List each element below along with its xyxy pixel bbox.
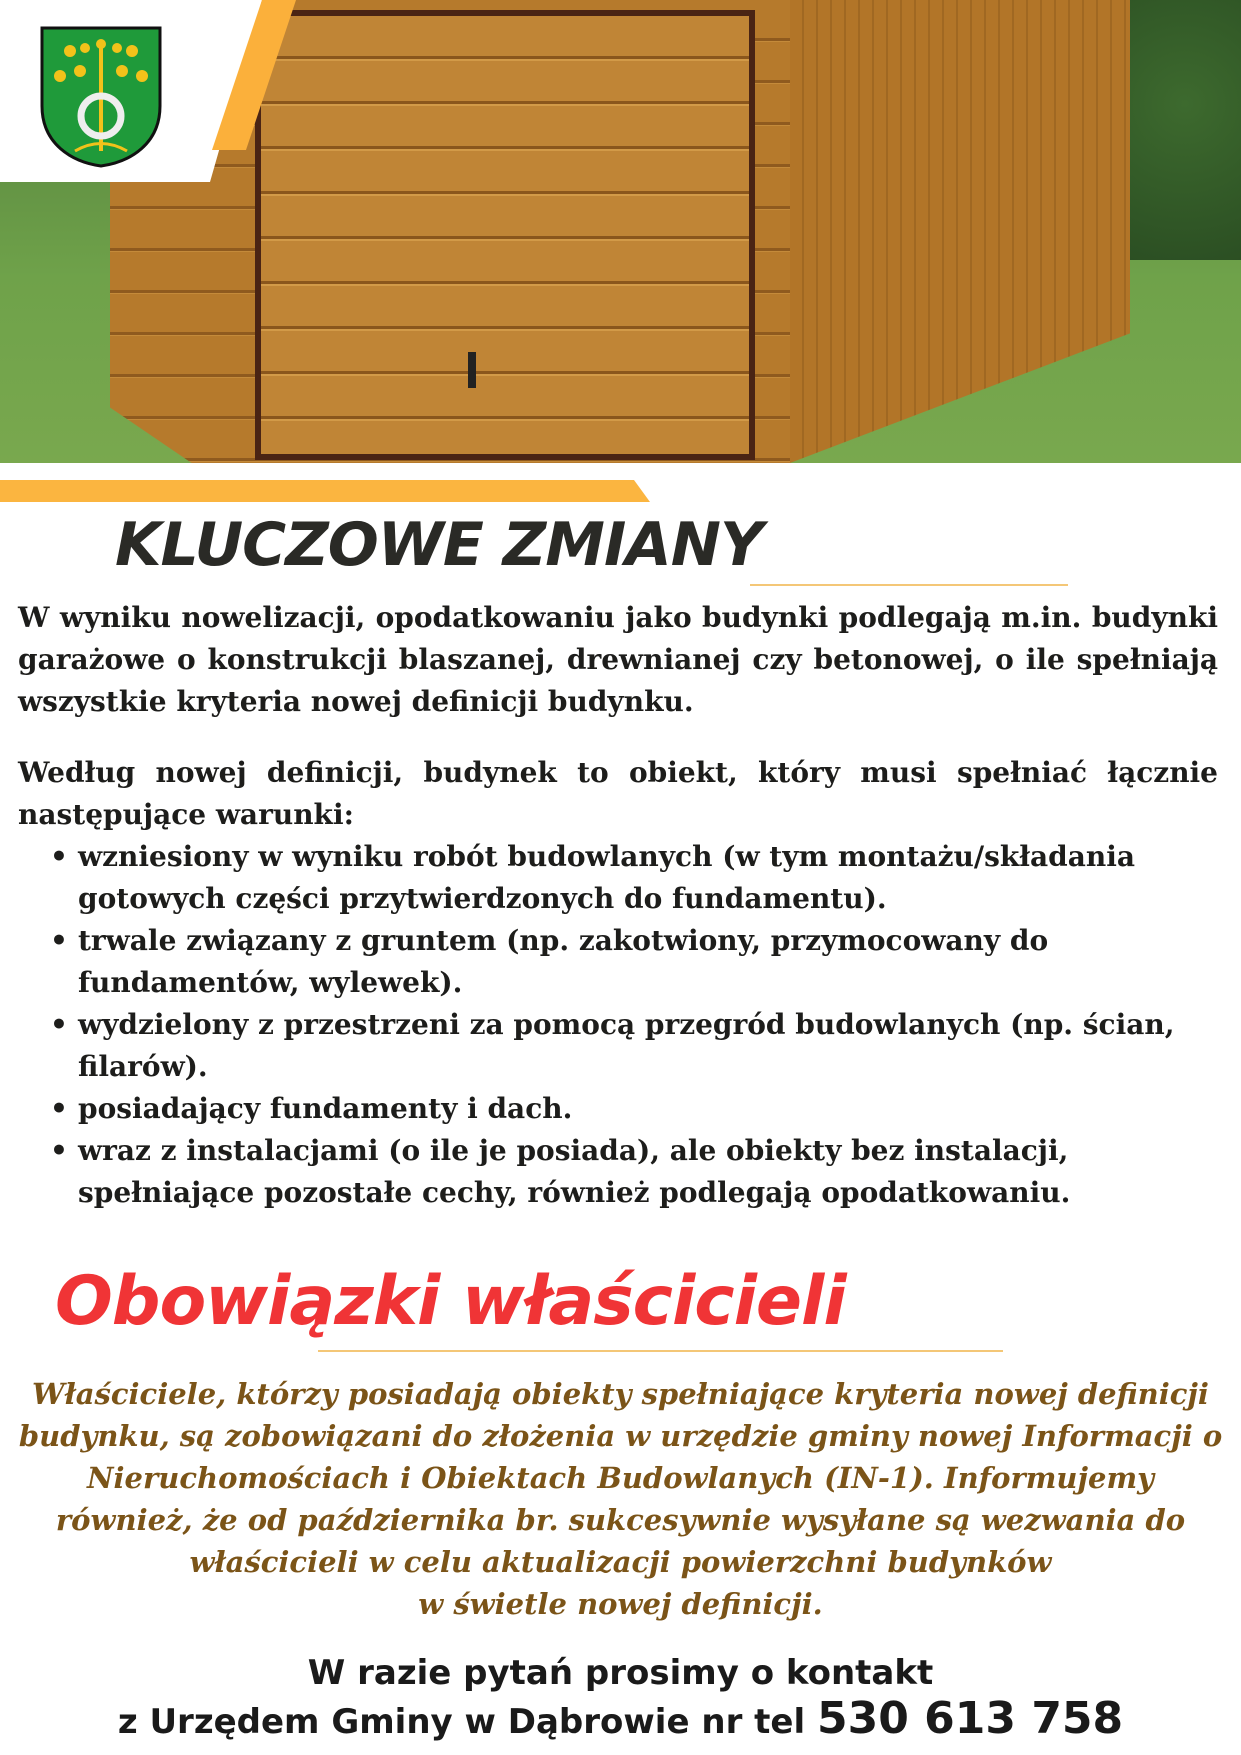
text-line: w świetle nowej definicji. [418,1587,823,1621]
list-item: • trwale związany z gruntem (np. zakotwiony, przymocowany do fundamentów, wylewek). [50,920,1230,1004]
text-line: właścicieli w celu aktualizacji powierzchni budynków [189,1545,1052,1579]
text-line: budynku, są zobowiązani do złożenia w urzędzie gminy nowej Informacji o [18,1419,1223,1453]
text-line: Właściciele, którzy posiadają obiekty spełniające kryteria nowej definicji [32,1377,1209,1411]
conditions-list [50,836,1230,1214]
text-line: Nieruchomościach i Obiektach Budowlanych (IN-1). Informujemy [87,1461,1154,1495]
phone-number: 530 613 758 [816,1693,1124,1744]
intro-paragraph: W wyniku nowelizacji, opodatkowaniu jako budynki podlegają m.in. budynki garażowe o konstrukcji blaszanej, drewnianej czy betonowej, o ile spełniają wszystkie kryteria nowej definicji budynku. [18,601,1218,718]
list-item: • wraz z instalacjami (o ile je posiada), ale obiekty bez instalacji, spełniające pozostałe cechy, również podlegają opodatkowaniu. [50,1130,1230,1214]
list-item: • wydzielony z przestrzeni za pomocą przegród budowlanych (np. ścian, filarów). [50,1004,1230,1088]
garage-door [255,10,755,460]
heading-key-changes: KLUCZOWE ZMIANY [115,510,763,580]
contact-line-1: W razie pytań prosimy o kontakt [307,1653,934,1693]
door-handle [468,352,476,388]
list-item: • wzniesiony w wyniku robót budowlanych (w tym montażu/składania gotowych części przytwierdzonych do fundamentu). [50,836,1230,920]
contact-line-2: z Urzędem Gminy w Dąbrowie nr tel [117,1702,817,1742]
garage-side-wall [790,0,1130,463]
definition-paragraph: Według nowej definicji, budynek to obiekt, który musi spełniać łącznie następujące warunki: [18,756,1218,831]
heading-obligations: Obowiązki właścicieli [55,1262,846,1341]
text-line: również, że od października br. sukcesywnie wysyłane są wezwania do [55,1503,1186,1537]
list-item: • posiadający fundamenty i dach. [50,1088,1230,1130]
accent-bar [0,480,650,502]
coat-of-arms-logo [40,26,162,168]
heading-underline [750,584,1068,586]
heading2-underline [318,1350,1003,1352]
obligations-paragraph [10,1373,1231,1625]
contact-info [0,1650,1241,1745]
